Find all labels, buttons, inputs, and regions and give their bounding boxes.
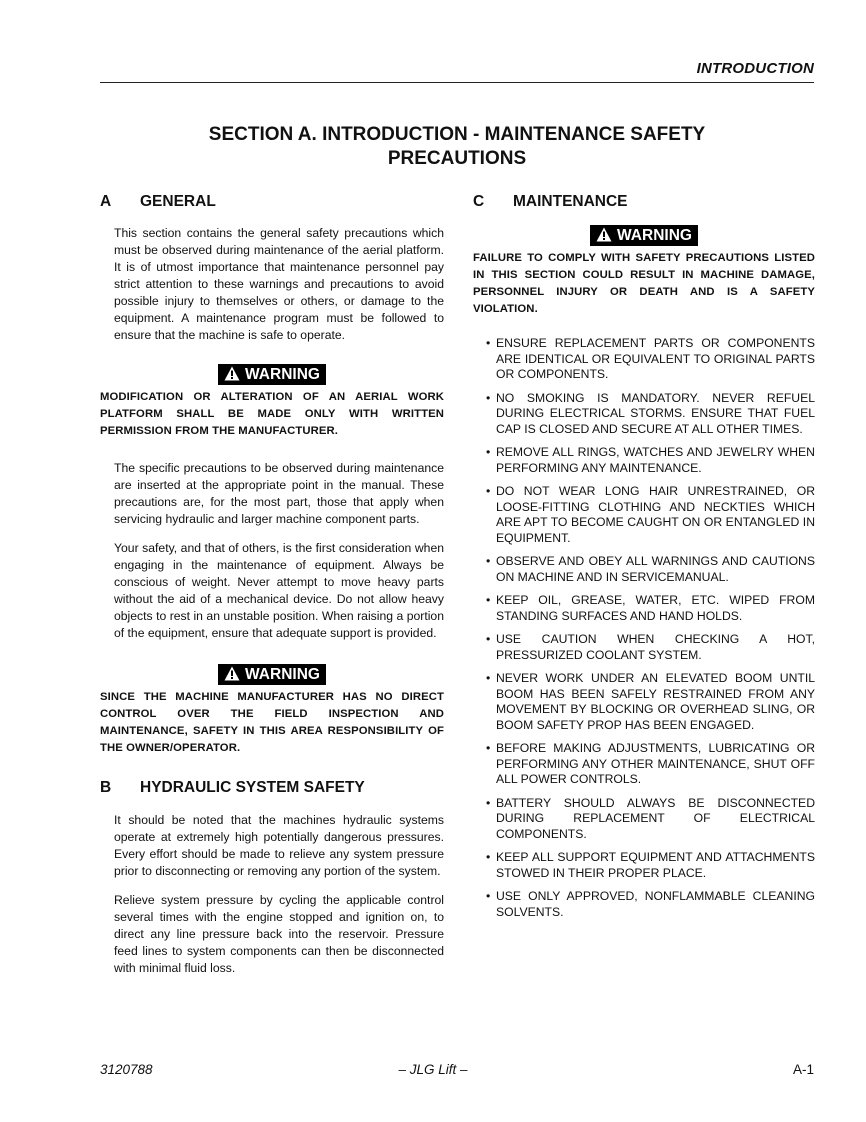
- general-heading-letter: A: [100, 193, 112, 210]
- warning-text-2: SINCE THE MACHINE MANUFACTURER HAS NO DIRECT CONTROL OVER THE FIELD INSPECTION AND MAINTENANCE, SAFETY IN THIS AREA RESPONSIBILITY OF THE OWNER/OPERATOR.: [100, 691, 444, 755]
- page-title-line-1: SECTION A. INTRODUCTION - MAINTENANCE SAFETY: [208, 124, 706, 145]
- maintenance-heading: [473, 193, 815, 213]
- warning-label: [590, 225, 698, 246]
- list-item: • REMOVE ALL RINGS, WATCHES AND JEWELRY WHEN PERFORMING ANY MAINTENANCE.: [486, 445, 815, 475]
- list-item: • BEFORE MAKING ADJUSTMENTS, LUBRICATING OR PERFORMING ANY OTHER MAINTENANCE, SHUT OFF ALL POWER CONTROLS.: [486, 741, 815, 786]
- hydraulic-paragraph-1: It should be noted that the machines hydraulic systems operate at extremely high potentially dangerous pressures. Every effort should be made to relieve any system pressure prior to disconnecting or removing any portion of the system.: [114, 812, 444, 878]
- right-column: [473, 193, 815, 928]
- hydraulic-heading: [100, 779, 444, 799]
- footer-publisher: – JLG Lift –: [398, 1062, 468, 1077]
- page-title-line-2: PRECAUTIONS: [387, 148, 527, 169]
- warning-triangle-icon: [224, 366, 240, 381]
- maintenance-bullet-list: [473, 336, 815, 920]
- general-heading: [100, 193, 444, 213]
- list-item: • USE ONLY APPROVED, NONFLAMMABLE CLEANING SOLVENTS.: [486, 889, 815, 919]
- warning-label-text: WARNING: [617, 227, 692, 244]
- list-item: • ENSURE REPLACEMENT PARTS OR COMPONENTS ARE IDENTICAL OR EQUIVALENT TO ORIGINAL PARTS OR COMPONENTS.: [486, 336, 815, 381]
- list-item: • KEEP ALL SUPPORT EQUIPMENT AND ATTACHMENTS STOWED IN THEIR PROPER PLACE.: [486, 850, 815, 880]
- warning-label-text: WARNING: [245, 366, 320, 384]
- footer-page-number: A-1: [792, 1062, 814, 1077]
- hydraulic-paragraph-2: Relieve system pressure by cycling the applicable control several times with the engine stopped and ignition on, to direct any line pressure back into the reservoir. Pressure feed lines to system components can then be disconnected with minimal fluid loss.: [114, 892, 444, 975]
- list-item: • KEEP OIL, GREASE, WATER, ETC. WIPED FROM STANDING SURFACES AND HAND HOLDS.: [486, 593, 815, 623]
- hydraulic-heading-letter: B: [100, 779, 112, 797]
- warning-label: [218, 664, 326, 685]
- warning-banner-1: [100, 364, 444, 385]
- warning-label-text: WARNING: [245, 666, 320, 684]
- warning-text-3: FAILURE TO COMPLY WITH SAFETY PRECAUTIONS LISTED IN THIS SECTION COULD RESULT IN MACHINE DAMAGE, PERSONNEL INJURY OR DEATH AND IS A SAFETY VIOLATION.: [473, 252, 815, 315]
- warning-triangle-icon: [596, 227, 612, 242]
- header-divider: [100, 82, 814, 83]
- footer-doc-number: 3120788: [100, 1062, 153, 1077]
- list-item: • USE CAUTION WHEN CHECKING A HOT, PRESSURIZED COOLANT SYSTEM.: [486, 632, 815, 662]
- maintenance-heading-letter: C: [473, 193, 485, 210]
- hydraulic-heading-title: HYDRAULIC SYSTEM SAFETY: [140, 779, 365, 797]
- general-paragraph-2: The specific precautions to be observed during maintenance are inserted at the appropriate point in the manual. These precautions are, for the most part, those that apply when servicing hydraulic and larger machine component parts.: [114, 461, 444, 527]
- maintenance-heading-title: MAINTENANCE: [513, 193, 628, 210]
- list-item: • BATTERY SHOULD ALWAYS BE DISCONNECTED DURING REPLACEMENT OF ELECTRICAL COMPONENTS.: [486, 795, 815, 841]
- warning-text-1: MODIFICATION OR ALTERATION OF AN AERIAL WORK PLATFORM SHALL BE MADE ONLY WITH WRITTEN PERMISSION FROM THE MANUFACTURER.: [100, 391, 444, 438]
- page-title: [100, 123, 814, 171]
- general-paragraph-1: This section contains the general safety precautions which must be observed during maintenance of the aerial platform. It is of utmost importance that maintenance personnel pay strict attention to these warnings and precautions to avoid possible injury to themselves or others, or damage to the equipment. A maintenance program must be followed to ensure that the machine is safe to operate.: [114, 226, 444, 343]
- left-column: [100, 193, 444, 987]
- warning-banner-2: [100, 664, 444, 685]
- warning-triangle-icon: [224, 666, 240, 681]
- warning-label: [218, 364, 326, 385]
- warning-banner-3: [473, 225, 815, 246]
- general-paragraph-3: Your safety, and that of others, is the first consideration when engaging in the maintenance of equipment. Always be conscious of weight. Never attempt to move heavy parts without the aid of a mechanical device. Do not allow heavy objects to rest in an unstable position. When raising a portion of the equipment, ensure that adequate support is provided.: [114, 541, 444, 641]
- list-item: • NO SMOKING IS MANDATORY. NEVER REFUEL DURING ELECTRICAL STORMS. ENSURE THAT FUEL CAP IS CLOSED AND SECURE AT ALL OTHER TIMES.: [486, 390, 815, 436]
- list-item: • DO NOT WEAR LONG HAIR UNRESTRAINED, OR LOOSE-FITTING CLOTHING AND NECKTIES WHICH ARE APT TO BECOME CAUGHT ON OR ENTANGLED IN EQUIPMENT.: [486, 484, 815, 545]
- general-heading-title: GENERAL: [140, 193, 216, 210]
- running-header: INTRODUCTION: [696, 60, 814, 77]
- list-item: • OBSERVE AND OBEY ALL WARNINGS AND CAUTIONS ON MACHINE AND IN SERVICEMANUAL.: [486, 554, 815, 584]
- list-item: • NEVER WORK UNDER AN ELEVATED BOOM UNTIL BOOM HAS BEEN SAFELY RESTRAINED FROM ANY MOVEMENT BY BLOCKING OR OVERHEAD SLING, OR BOOM SAFETY PROP HAS BEEN ENGAGED.: [486, 671, 815, 732]
